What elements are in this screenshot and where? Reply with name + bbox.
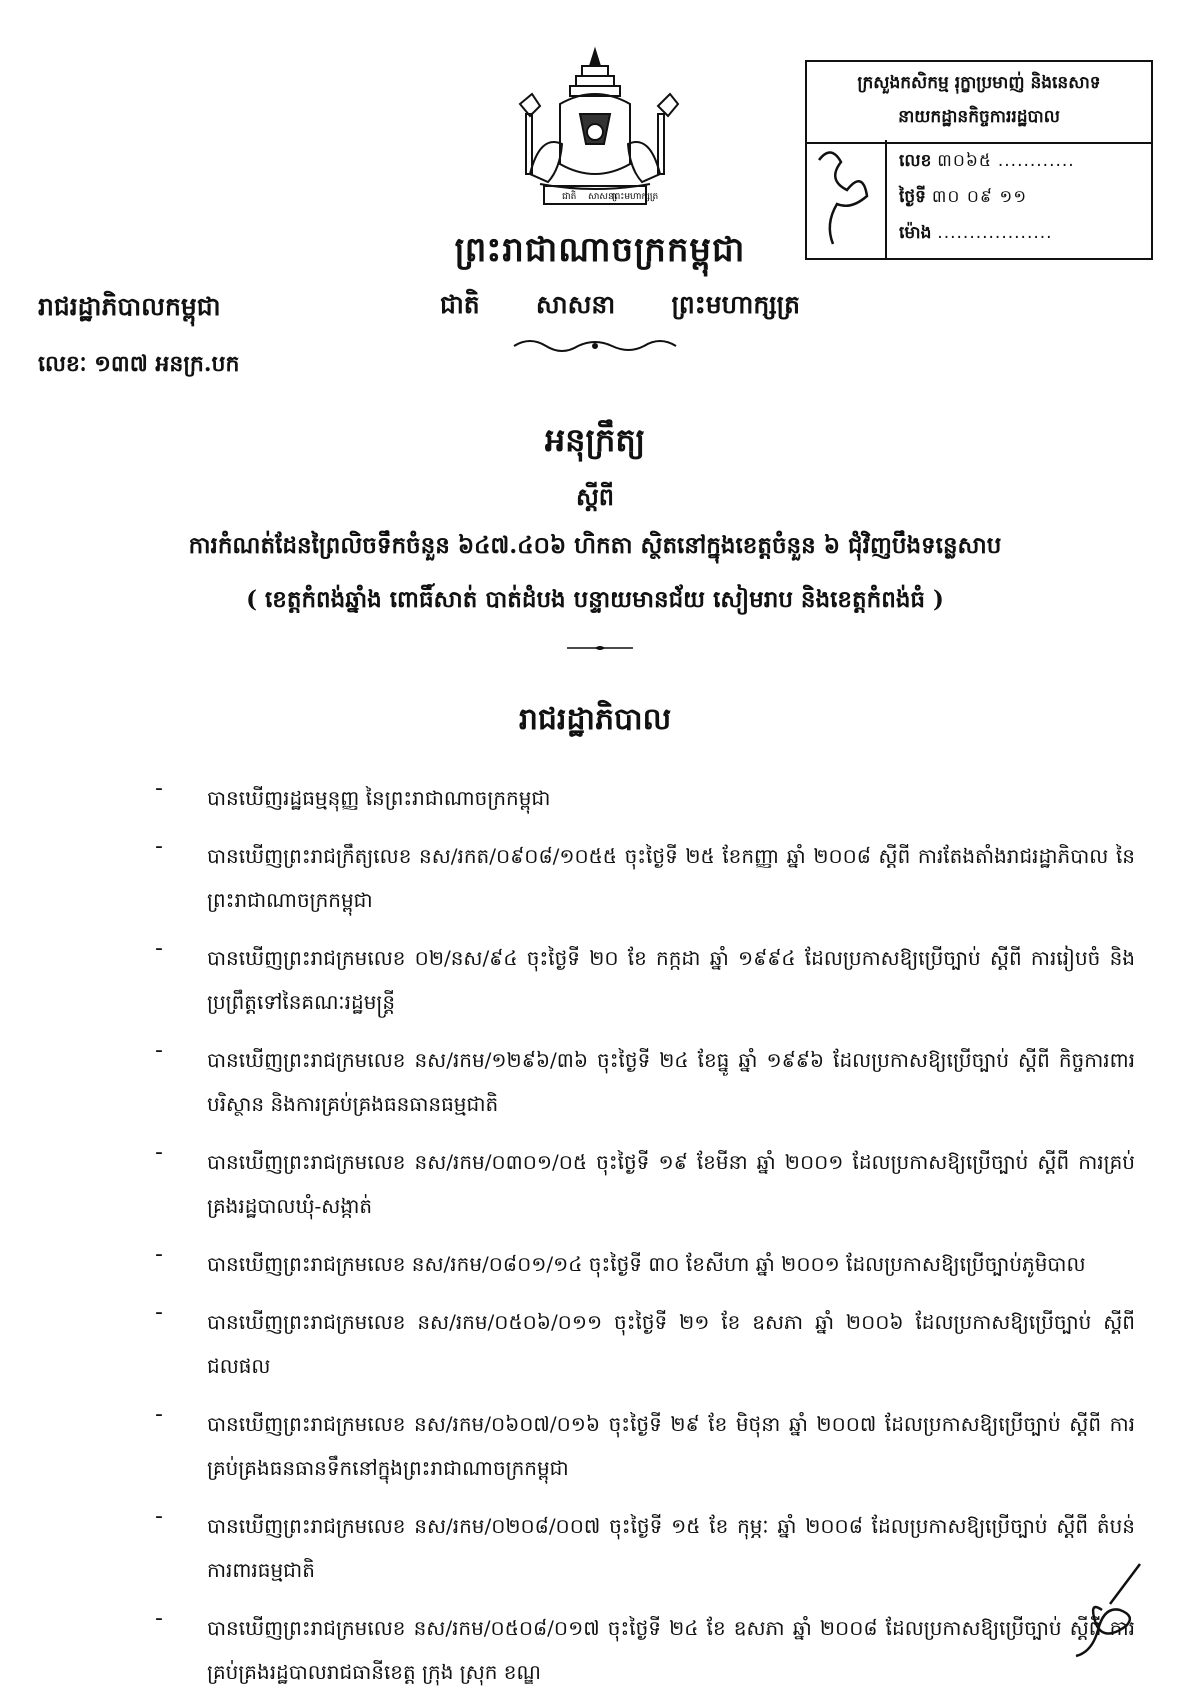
list-item: - បានឃើញព្រះរាជក្រមលេខ នស/រកម/១២៩៦/៣៦ ចុះថ្ងៃទី ២៤ ខែធ្នូ ឆ្នាំ ១៩៩៦ ដែលប្រកាសឱ្យប្រើច្បាប់ ស្តីពី កិច្ចការពារបរិស្ថាន និងការគ្រប់គ្រងធនធានធម្មជាតិ (155, 1038, 1135, 1116)
list-item: - បានឃើញព្រះរាជក្រមលេខ នស/រកម/០៥០៦/០១១ ចុះថ្ងៃទី ២១ ខែ ឧសភា ឆ្នាំ ២០០៦ ដែលប្រកាសឱ្យប្រើច្បាប់ ស្តីពី ជលផល (155, 1300, 1135, 1378)
emblem-label-king: ព្រះមហាក្សត្រ (612, 192, 659, 202)
list-item: - បានឃើញព្រះរាជក្រឹត្យលេខ នស/រកត/០៩០៨/១០៥៥ ចុះថ្ងៃទី ២៥ ខែកញ្ញា ឆ្នាំ ២០០៨ ស្តីពី ការតែងតាំងរាជរដ្ឋាភិបាល នៃព្រះរាជាណាចក្រកម្ពុជា (155, 834, 1135, 912)
considerations-list (155, 776, 1135, 1708)
provinces-list: ( ខេត្តកំពង់ឆ្នាំង ពោធិ៍សាត់ បាត់ដំបង បន្ទាយមានជ័យ សៀមរាប និងខេត្តកំពង់ធំ ) (246, 586, 944, 613)
stamp-number-dots: ............ (997, 151, 1075, 171)
handwritten-mark-icon (807, 140, 881, 256)
government-name: រាជរដ្ឋាភិបាលកម្ពុជា (38, 292, 221, 321)
stamp-time-label: ម៉ោង (899, 223, 932, 243)
issuer-heading: រាជរដ្ឋាភិបាល (518, 702, 672, 737)
about-label: ស្តីពី (575, 482, 615, 511)
emblem-label-nation: ជាតិ (562, 192, 577, 202)
list-item: - បានឃើញព្រះរាជក្រមលេខ នស/រកម/០៨០១/១៤ ចុះថ្ងៃទី ៣០ ខែសីហា ឆ្នាំ ២០០១ ដែលប្រកាសឱ្យប្រើច្បាប់ភូមិបាល (155, 1242, 1086, 1276)
stamp-office (807, 62, 1151, 144)
stamp-date-line (899, 186, 1027, 211)
ornament-divider-icon (510, 334, 680, 356)
title-divider-icon (565, 644, 635, 652)
receipt-stamp (805, 60, 1153, 260)
list-item: - បានឃើញព្រះរាជក្រមលេខ ០២/នស/៩៤ ចុះថ្ងៃទី ២០ ខែ កក្កដា ឆ្នាំ ១៩៩៤ ដែលប្រកាសឱ្យប្រើច្បាប់ ស្តីពី ការរៀបចំ និងប្រព្រឹត្តទៅនៃគណៈរដ្ឋមន្ត្រី (155, 936, 1135, 1014)
stamp-handwritten-cell (807, 140, 887, 258)
motto-nation: ជាតិ (440, 290, 480, 319)
stamp-date-label: ថ្ងៃទី (899, 187, 926, 207)
stamp-office-line2: នាយកដ្ឋានកិច្ចការរដ្ឋបាល (898, 107, 1060, 127)
kingdom-title: ព្រះរាជាណាចក្រកម្ពុជា (454, 230, 746, 270)
stamp-number-value: ៣០៦៥ (937, 151, 992, 171)
stamp-number-label: លេខ (899, 151, 932, 171)
stamp-time-line (899, 222, 1053, 247)
list-item: - បានឃើញព្រះរាជក្រមលេខ នស/រកម/០៦០៧/០១៦ ចុះថ្ងៃទី ២៩ ខែ មិថុនា ឆ្នាំ ២០០៧ ដែលប្រកាសឱ្យប្រើច្បាប់ ស្តីពី ការគ្រប់គ្រងធនធានទឹកនៅក្នុងព្រះរាជាណាចក្រកម្ពុជា (155, 1402, 1135, 1480)
list-item: - បានឃើញព្រះរាជក្រមលេខ នស/រកម/០៣០១/០៥ ចុះថ្ងៃទី ១៩ ខែមីនា ឆ្នាំ ២០០១ ដែលប្រកាសឱ្យប្រើច្បាប់ ស្តីពី ការគ្រប់គ្រងរដ្ឋបាលឃុំ-សង្កាត់ (155, 1140, 1135, 1218)
stamp-date-value: ៣០ ០៩ ១១ (931, 187, 1028, 207)
stamp-number-line (899, 150, 1075, 175)
document-type: អនុក្រឹត្យ (544, 421, 646, 459)
emblem-label-religion: សាសនា (588, 192, 617, 202)
list-item: - បានឃើញព្រះរាជក្រមលេខ នស/រកម/០៥០៨/០១៧ ចុះថ្ងៃទី ២៤ ខែ ឧសភា ឆ្នាំ ២០០៨ ដែលប្រកាសឱ្យប្រើច្បាប់ ស្តីពី ការគ្រប់គ្រងរដ្ឋបាលរាជធានីខេត្ត ក្រុង ស្រុក ខណ្ឌ (155, 1606, 1135, 1684)
list-item: - បានឃើញរដ្ឋធម្មនុញ្ញ នៃព្រះរាជាណាចក្រកម្ពុជា (155, 776, 551, 810)
royal-emblem-icon (500, 44, 690, 212)
decree-subject: ការកំណត់ដែនព្រៃលិចទឹកចំនួន ៦៤៧.៤០៦ ហិកតា ស្ថិតនៅក្នុងខេត្តចំនួន ៦ ជុំវិញបឹងទន្លេសាប (188, 532, 1002, 559)
motto-king: ព្រះមហាក្សត្រ (671, 290, 800, 319)
stamp-office-line1: ក្រសួងកសិកម្ម រុក្ខាប្រមាញ់ និងនេសាទ (857, 73, 1101, 93)
list-item: - បានឃើញព្រះរាជក្រមលេខ នស/រកម/០២០៨/០០៧ ចុះថ្ងៃទី ១៥ ខែ កុម្ភៈ ឆ្នាំ ២០០៨ ដែលប្រកាសឱ្យប្រើច្បាប់ ស្តីពី តំបន់ការពារធម្មជាតិ (155, 1504, 1135, 1582)
motto-religion: សាសនា (535, 290, 616, 319)
stamp-time-dots: .................. (937, 223, 1053, 243)
reference-number: លេខៈ ១៣៧ អនក្រ.បក (38, 351, 240, 377)
signature-icon (1040, 1560, 1160, 1660)
national-motto (440, 290, 800, 326)
